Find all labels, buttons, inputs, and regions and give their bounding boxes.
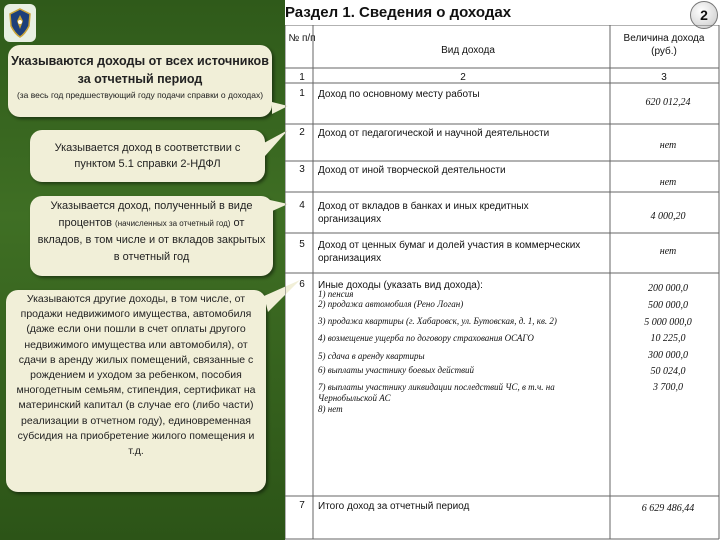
- row-2-amount: нет: [659, 140, 677, 151]
- header-vid: Вид дохода: [441, 45, 495, 56]
- row-5-vid: Доход от ценных бумаг и долей участия в коммерческих организациях: [318, 240, 581, 264]
- callout-other-income-text: Указываются другие доходы, в том числе, от продажи недвижимого имущества, автомобиля (даже если они пошли в счет оплаты другого недвижимого имущества или автомобиля), от сдачи в аренду жилых помещений, связанные с рождением и уходом за ребенком, пособия многодетным семьям, стипендия, сертификат на материнский капитал (в случае его (либо части) реализации в отчетном году), единовременная субсидия на приобретение жилого помещения и т.д.: [16, 293, 256, 458]
- callout-all-income-main: Указываются доходы от всех источников за отчетный период: [11, 54, 269, 86]
- other-item-5: 5) сдача в аренду квартиры: [318, 351, 425, 361]
- callout-all-income-note: (за весь год предшествующий году подачи справки о доходах): [16, 90, 264, 100]
- row-4-amount: 4 000,20: [650, 211, 686, 222]
- row-1-vid: Доход по основному месту работы: [318, 89, 480, 100]
- row-2-vid: Доход от педагогической и научной деятельности: [318, 128, 550, 139]
- emblem-icon: [7, 8, 33, 38]
- other-amount-5: 300 000,0: [648, 350, 688, 361]
- other-item-4: 4) возмещение ущерба по договору страхования ОСАГО: [318, 333, 534, 343]
- callout-deposits: [30, 196, 273, 276]
- other-amount-7: 3 700,0: [653, 382, 683, 393]
- callout-deposits-text-b: от вкладов, в том числе и от вкладов закрытых в отчетный год: [37, 217, 266, 263]
- other-amount-2: 500 000,0: [648, 300, 688, 311]
- row-5-amount: нет: [659, 246, 677, 257]
- row-1-num: 1: [299, 88, 305, 99]
- row-6-num: 6: [299, 279, 305, 290]
- row-7-amount: 6 629 486,44: [641, 503, 695, 514]
- callout-deposits-text-a: Указывается доход, полученный в виде процентов: [50, 200, 253, 229]
- other-item-8: 8) нет: [318, 404, 343, 414]
- row-1-amount: 620 012,24: [645, 97, 691, 108]
- callout-main-work-text: Указывается доход в соответствии с пунктом 5.1 справки 2-НДФЛ: [54, 142, 241, 170]
- header-num: № п/п: [288, 33, 316, 44]
- page-number-badge: 2: [690, 1, 718, 29]
- other-amount-4: 10 225,0: [650, 333, 686, 344]
- other-item-7: 7) выплаты участнику ликвидации последствий ЧС, в т.ч. на Чернобыльской АС: [318, 382, 555, 403]
- callout-other-income: [6, 290, 266, 492]
- row-4-vid: Доход от вкладов в банках и иных кредитных организациях: [318, 201, 529, 225]
- callout-main-work: [30, 130, 265, 182]
- row-4-num: 4: [299, 200, 305, 211]
- row-7-num: 7: [299, 500, 305, 511]
- other-amount-3: 5 000 000,0: [644, 317, 692, 328]
- row-6-vid: Иные доходы (указать вид дохода):: [318, 280, 483, 291]
- row-2-num: 2: [299, 127, 305, 138]
- header-amount: Величина дохода (руб.): [623, 33, 705, 57]
- other-item-1: 1) пенсия: [318, 289, 354, 299]
- other-item-2: 2) продажа автомобиля (Рено Логан): [318, 299, 464, 309]
- callout-deposits-note: (начисленных за отчетный год): [115, 219, 231, 228]
- other-amount-6: 50 024,0: [650, 366, 686, 377]
- other-item-3: 3) продажа квартиры (г. Хабаровск, ул. Бутовская, д. 1, кв. 2): [318, 316, 557, 326]
- page-title: Раздел 1. Сведения о доходах: [285, 4, 512, 21]
- row-3-num: 3: [299, 164, 305, 175]
- row-3-vid: Доход от иной творческой деятельности: [318, 165, 506, 176]
- row-7-vid: Итого доход за отчетный период: [318, 501, 470, 512]
- row-3-amount: нет: [659, 177, 677, 188]
- index-col-1: 1: [299, 72, 305, 83]
- index-col-3: 3: [661, 72, 667, 83]
- other-amount-1: 200 000,0: [648, 283, 688, 294]
- callout-all-income: [8, 45, 272, 117]
- other-item-6: 6) выплаты участнику боевых действий: [318, 365, 475, 375]
- row-5-num: 5: [299, 239, 305, 250]
- emblem-logo: [4, 4, 36, 42]
- index-col-2: 2: [460, 72, 466, 83]
